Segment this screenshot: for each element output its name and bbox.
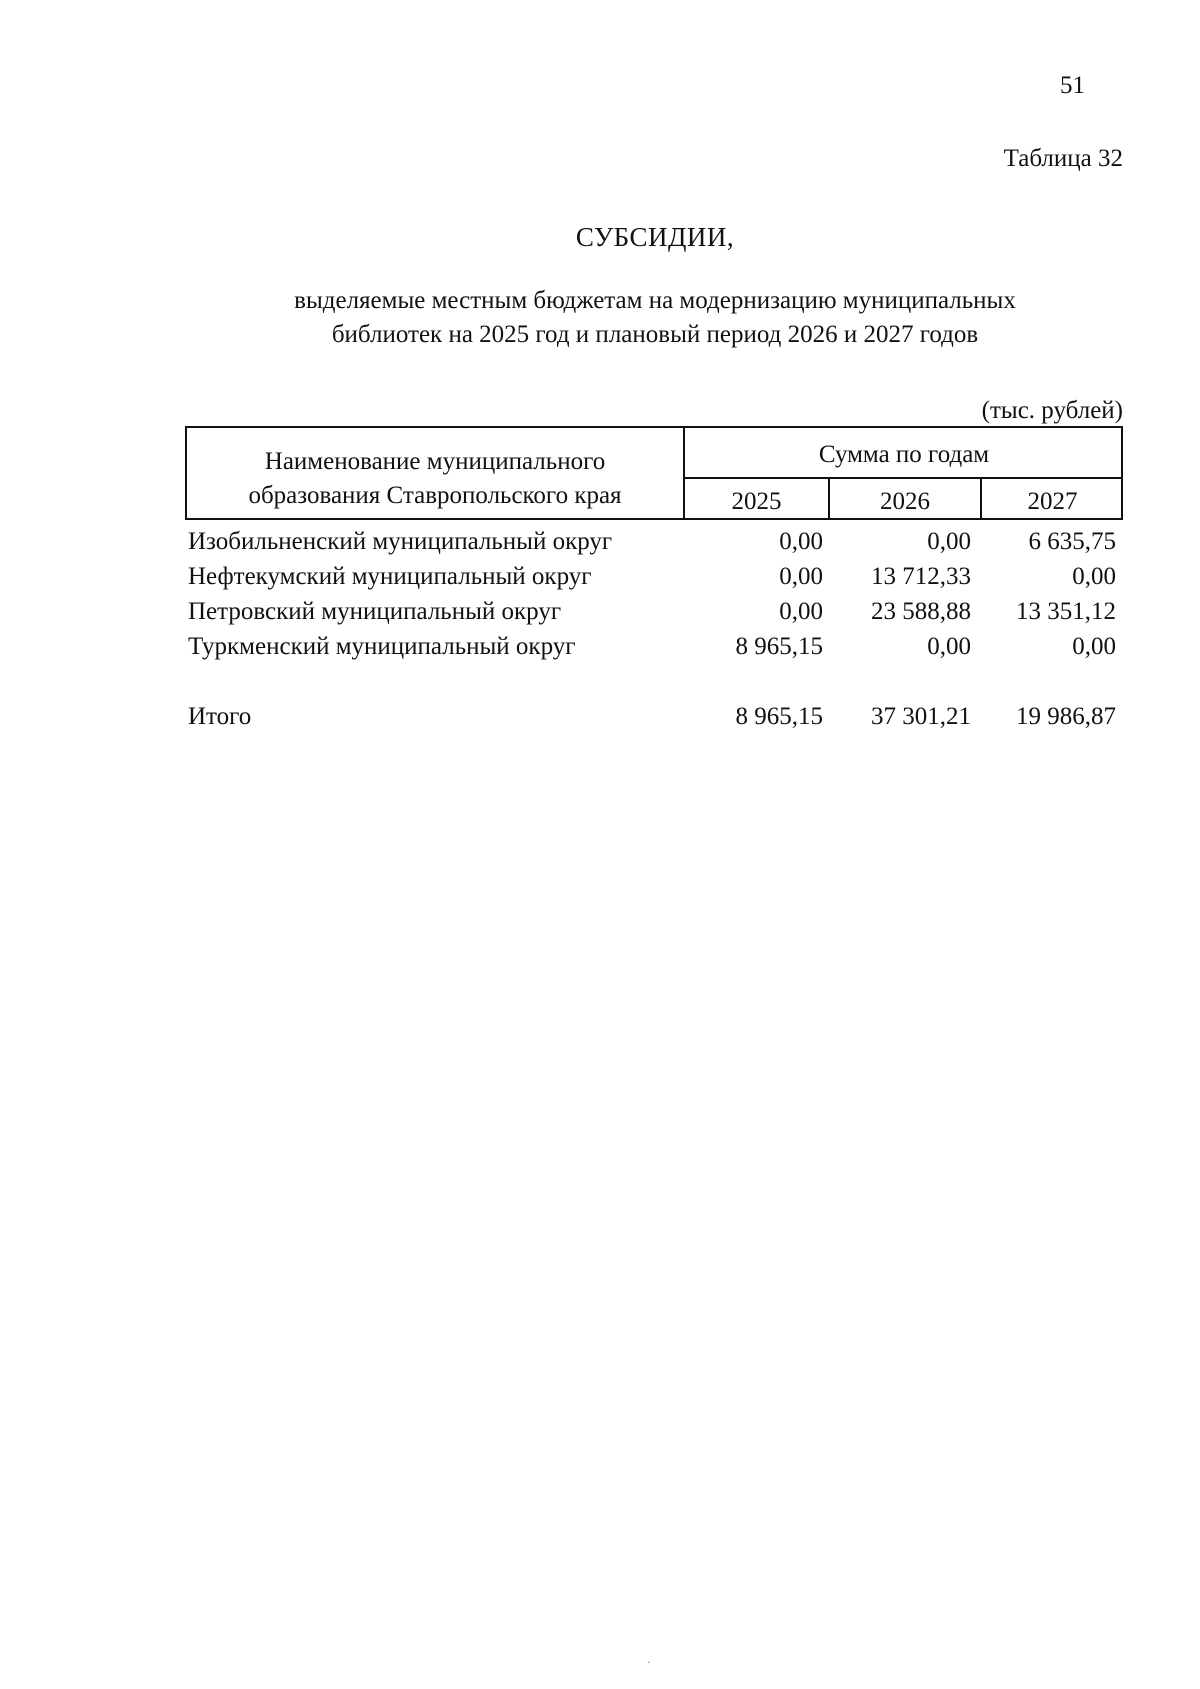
document-subtitle xyxy=(240,284,1070,352)
table-label: Таблица 32 xyxy=(1003,145,1123,172)
row-value-2025: 0,00 xyxy=(779,598,823,625)
unit-note: (тыс. рублей) xyxy=(981,397,1123,424)
header-name-cell xyxy=(190,445,680,513)
header-sum-label: Сумма по годам xyxy=(818,441,990,468)
table-row xyxy=(188,598,1123,632)
scan-artifact-dot: · xyxy=(647,1655,651,1669)
row-value-2027: 13 351,12 xyxy=(1016,598,1116,625)
table-row xyxy=(188,563,1123,597)
table-row xyxy=(188,633,1123,667)
row-value-2027: 6 635,75 xyxy=(1028,528,1116,555)
total-value-2026: 37 301,21 xyxy=(871,703,971,730)
row-value-2026: 23 588,88 xyxy=(871,598,971,625)
page-number: 51 xyxy=(1060,72,1085,99)
subtitle-line-1: выделяемые местным бюджетам на модернизацию муниципальных xyxy=(294,287,1016,314)
document-title: СУБСИДИИ, xyxy=(575,222,735,252)
table-total-row xyxy=(188,703,1123,737)
row-value-2026: 0,00 xyxy=(927,633,971,660)
header-name-line-2: образования Ставропольского края xyxy=(248,482,622,509)
header-year-2027: 2027 xyxy=(1027,488,1078,515)
row-name: Туркменский муниципальный округ xyxy=(188,633,576,660)
subtitle-line-2: библиотек на 2025 год и плановый период 2026 и 2027 годов xyxy=(331,321,979,348)
row-value-2027: 0,00 xyxy=(1072,633,1116,660)
row-value-2025: 8 965,15 xyxy=(735,633,823,660)
row-value-2026: 0,00 xyxy=(927,528,971,555)
header-year-2025: 2025 xyxy=(731,488,782,515)
row-value-2027: 0,00 xyxy=(1072,563,1116,590)
row-name: Нефтекумский муниципальный округ xyxy=(188,563,592,590)
header-name-line-1: Наименование муниципального xyxy=(264,448,606,475)
table-row xyxy=(188,528,1123,562)
row-value-2025: 0,00 xyxy=(779,528,823,555)
header-divider-horizontal xyxy=(683,477,1123,479)
total-value-2025: 8 965,15 xyxy=(735,703,823,730)
row-name: Изобильненский муниципальный округ xyxy=(188,528,613,555)
row-value-2025: 0,00 xyxy=(779,563,823,590)
total-label: Итого xyxy=(188,703,252,730)
row-name: Петровский муниципальный округ xyxy=(188,598,562,625)
header-year-2026: 2026 xyxy=(880,488,930,515)
total-value-2027: 19 986,87 xyxy=(1016,703,1116,730)
row-value-2026: 13 712,33 xyxy=(871,563,971,590)
